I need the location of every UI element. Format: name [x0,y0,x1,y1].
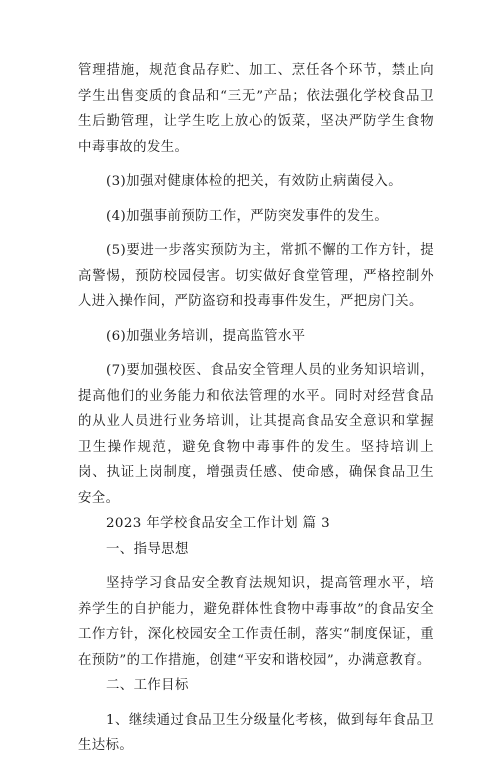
paragraph-item-3: (3)加强对健康体检的把关，有效防止病菌侵入。 [106,174,402,189]
paragraph-item-4: (4)加强事前预防工作，严防突发事件的发生。 [106,208,389,224]
paragraph-item-7: (7)要加强校医、食品安全管理人员的业务知识培训，提高他们的业务能力和依法管理的水平。同时对经营食品的从业人员进行业务培训，让其提高食品安全意识和掌握卫生操作规范，避免食物中毒事件的发生。坚持培训上岗、执证上岗制度，增强责任感、使命感，确保食品卫生安全。 [78,363,434,506]
paragraph-item-6: (6)加强业务培训，提高监管水平 [106,328,306,344]
paragraph-work-goals: 1、继续通过食品卫生分级量化考核，做到每年食品卫生达标。 [78,712,434,753]
heading-work-goals: 二、工作目标 [106,678,189,693]
heading-guiding-ideology: 一、指导思想 [106,541,189,557]
paragraph-management-measures: 管理措施，规范食品存贮、加工、烹任各个环节，禁止向学生出售变质的食品和“三无”产品；依法强化学校食品卫生后勤管理，让学生吃上放心的饭菜，坚决严防学生食物中毒事故的发生。 [78,63,434,155]
section-title: 2023 年学校食品安全工作计划 篇 3 [106,516,331,531]
document-page [78,58,434,759]
paragraph-item-5: (5)要进一步落实预防为主，常抓不懈的工作方针，提高警惕，预防校园侵害。切实做好食堂管理，严格控制外人进入操作间，严防盗窃和投毒事件发生，严把房门关。 [78,243,434,309]
paragraph-guiding-ideology: 坚持学习食品安全教育法规知识，提高管理水平，培养学生的自护能力，避免群体性食物中毒事故”的食品安全工作方针，深化校园安全工作责任制，落实“制度保证，重在预防”的工作措施，创建“平安和谐校园”，办满意教育。 [78,576,434,668]
